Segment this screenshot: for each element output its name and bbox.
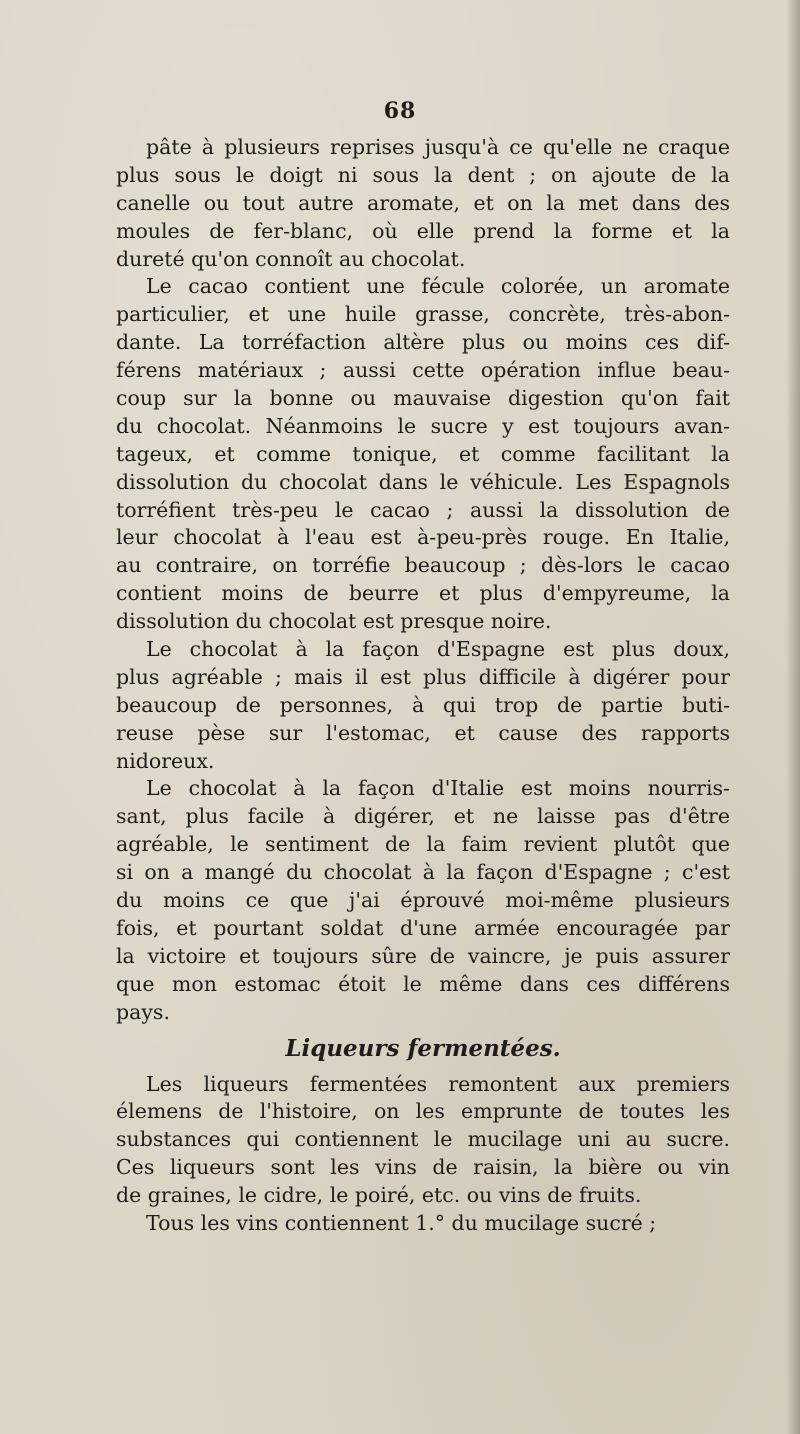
text-line: du chocolat. Néanmoins le sucre y est toujours avan-	[116, 413, 730, 438]
text-line: moules de fer-blanc, où elle prend la forme et la	[116, 218, 730, 243]
text-line: canelle ou tout autre aromate, et on la met dans des	[116, 190, 730, 215]
page-body-text	[116, 134, 730, 1238]
text-line: pâte à plusieurs reprises jusqu'à ce qu'elle ne craque	[146, 135, 730, 159]
text-line: dureté qu'on connoît au chocolat.	[116, 246, 466, 271]
paragraph	[116, 636, 730, 775]
text-line: coup sur la bonne ou mauvaise digestion qu'on fait	[116, 386, 730, 411]
text-line: sant, plus facile à digérer, et ne laisse pas d'être	[116, 804, 730, 829]
text-line: reuse pèse sur l'estomac, et cause des rapports	[116, 720, 730, 745]
text-line: du moins ce que j'ai éprouvé moi-même plusieurs	[116, 888, 730, 913]
paragraphs-before-heading	[116, 134, 730, 1027]
paragraphs-after-heading	[116, 1071, 730, 1238]
text-line: Le chocolat à la façon d'Espagne est plus doux,	[146, 637, 730, 662]
text-line: substances qui contiennent le mucilage uni au sucre.	[116, 1127, 730, 1152]
text-line: si on a mangé du chocolat à la façon d'Espagne ; c'est	[116, 860, 730, 885]
text-line: nidoreux.	[116, 748, 215, 773]
text-line: torréfient très-peu le cacao ; aussi la dissolution de	[116, 497, 730, 522]
text-line: que mon estomac étoit le même dans ces différens	[116, 971, 730, 996]
text-line: particulier, et une huile grasse, concrète, très-abon-	[116, 302, 730, 327]
text-line: au contraire, on torréfie beaucoup ; dès-lors le cacao	[116, 553, 730, 578]
paragraph	[116, 1071, 730, 1210]
text-line: élemens de l'histoire, on les emprunte de toutes les	[116, 1099, 730, 1124]
text-line: dante. La torréfaction altère plus ou moins ces dif-	[116, 330, 730, 355]
text-line: agréable, le sentiment de la faim revient plutôt que	[116, 832, 730, 857]
text-line: tageux, et comme tonique, et comme facilitant la	[116, 441, 730, 466]
text-line: dissolution du chocolat dans le véhicule. Les Espagnols	[116, 469, 730, 494]
page-number: 68	[383, 98, 417, 124]
text-line: dissolution du chocolat est presque noire.	[116, 609, 552, 634]
section-heading: Liqueurs fermentées.	[285, 1034, 561, 1062]
text-line: contient moins de beurre et plus d'empyreume, la	[116, 581, 730, 606]
text-line: plus sous le doigt ni sous la dent ; on ajoute de la	[116, 162, 730, 187]
text-line: Le cacao contient une fécule colorée, un aromate	[146, 274, 730, 299]
text-line: pays.	[116, 999, 170, 1024]
page-edge-shadow	[786, 0, 800, 1434]
paragraph	[116, 1210, 730, 1238]
text-line: fois, et pourtant soldat d'une armée encouragée par	[116, 915, 730, 940]
paragraph	[116, 134, 730, 273]
paragraph	[116, 775, 730, 1026]
text-line: férens matériaux ; aussi cette opération influe beau-	[116, 358, 730, 383]
text-line: de graines, le cidre, le poiré, etc. ou vins de fruits.	[116, 1183, 642, 1208]
text-line: plus agréable ; mais il est plus difficile à digérer pour	[116, 664, 730, 689]
paragraph	[116, 273, 730, 636]
text-line: Le chocolat à la façon d'Italie est moins nourris-	[146, 776, 730, 801]
text-line: Ces liqueurs sont les vins de raisin, la bière ou vin	[116, 1155, 730, 1180]
text-line: Les liqueurs fermentées remontent aux premiers	[146, 1071, 730, 1096]
text-line: Tous les vins contiennent 1.° du mucilage sucré ;	[146, 1210, 657, 1235]
text-line: beaucoup de personnes, à qui trop de partie buti-	[116, 692, 730, 717]
text-line: la victoire et toujours sûre de vaincre, je puis assurer	[116, 943, 730, 968]
text-line: leur chocolat à l'eau est à-peu-près rouge. En Italie,	[116, 525, 730, 550]
